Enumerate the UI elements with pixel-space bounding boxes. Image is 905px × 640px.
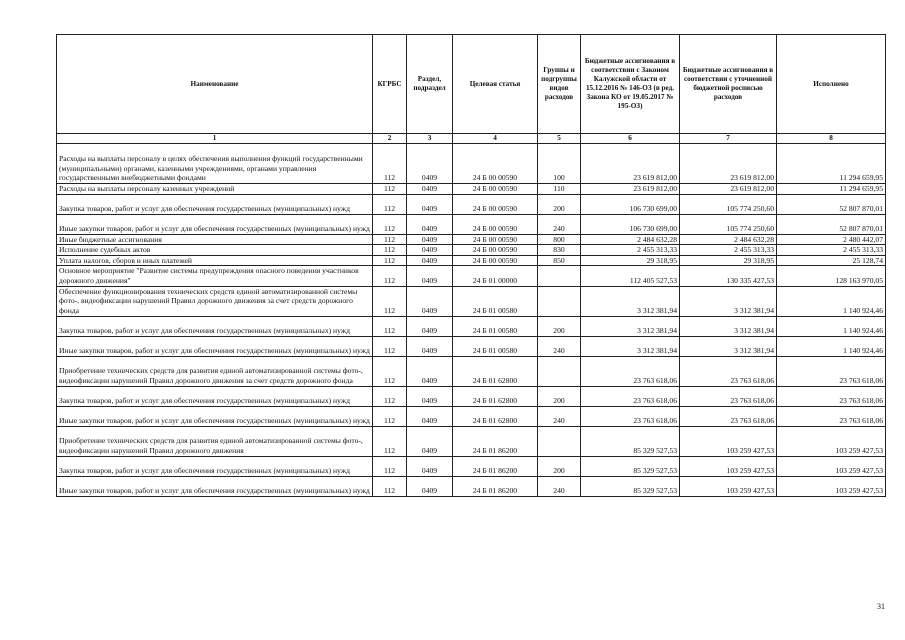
row-target: 24 Б 01 86200 (453, 456, 538, 476)
row-section: 0409 (407, 386, 453, 406)
row-group: 240 (538, 214, 581, 234)
row-kgrbs: 112 (373, 356, 407, 386)
row-refined-amount: 3 312 381,94 (680, 286, 777, 316)
row-name: Уплата налогов, сборов и иных платежей (57, 255, 373, 266)
row-section: 0409 (407, 476, 453, 496)
column-number: 4 (453, 134, 538, 144)
table-row (57, 214, 886, 234)
column-number: 7 (680, 134, 777, 144)
row-executed-amount: 52 807 870,01 (777, 214, 886, 234)
row-name: Расходы на выплаты персоналу в целях обеспечения выполнения функций государственными (муниципальными) органами, казенными учреждениями, органами управления государственными внебюджетными фондами (57, 144, 373, 184)
column-number: 3 (407, 134, 453, 144)
table-row (57, 426, 886, 456)
row-target: 24 Б 00 00590 (453, 214, 538, 234)
table-row (57, 286, 886, 316)
row-group: 850 (538, 255, 581, 266)
row-kgrbs: 112 (373, 144, 407, 184)
table-row (57, 194, 886, 214)
row-section: 0409 (407, 245, 453, 256)
row-kgrbs: 112 (373, 456, 407, 476)
row-name: Закупка товаров, работ и услуг для обеспечения государственных (муниципальных) нужд (57, 194, 373, 214)
table-row (57, 456, 886, 476)
row-kgrbs: 112 (373, 286, 407, 316)
row-section: 0409 (407, 336, 453, 356)
row-group: 200 (538, 386, 581, 406)
row-name: Иные закупки товаров, работ и услуг для обеспечения государственных (муниципальных) нужд (57, 476, 373, 496)
row-name: Иные закупки товаров, работ и услуг для обеспечения государственных (муниципальных) нужд (57, 214, 373, 234)
row-group: 200 (538, 316, 581, 336)
row-kgrbs: 112 (373, 426, 407, 456)
row-executed-amount: 2 480 442,07 (777, 234, 886, 245)
row-executed-amount: 2 455 313,33 (777, 245, 886, 256)
row-refined-amount: 103 259 427,53 (680, 426, 777, 456)
row-name: Обеспечение функционирования технических средств единой автоматизированной системы фото-, видеофиксации нарушений Правил дорожного движения за счет средств дорожного фонда (57, 286, 373, 316)
row-target: 24 Б 01 62800 (453, 386, 538, 406)
row-law-amount: 29 318,95 (581, 255, 680, 266)
row-refined-amount: 23 763 618,06 (680, 406, 777, 426)
row-target: 24 Б 00 00590 (453, 255, 538, 266)
row-group (538, 356, 581, 386)
table-row (57, 245, 886, 256)
row-section: 0409 (407, 234, 453, 245)
row-group (538, 286, 581, 316)
row-section: 0409 (407, 456, 453, 476)
row-group (538, 266, 581, 286)
column-number: 6 (581, 134, 680, 144)
row-executed-amount: 103 259 427,53 (777, 456, 886, 476)
row-name: Приобретение технических средств для развития единой автоматизированной системы фото-, видеофиксации нарушений Правил дорожного движения (57, 426, 373, 456)
row-group: 240 (538, 476, 581, 496)
row-group (538, 426, 581, 456)
row-name: Приобретение технических средств для развития единой автоматизированной системы фото-, видеофиксации нарушений Правил дорожного движения за счет средств дорожного фонда (57, 356, 373, 386)
row-refined-amount: 105 774 250,60 (680, 214, 777, 234)
header-law: Бюджетные ассигнования в соответствии с Законом Калужской области от 15.12.2016 № 146-ОЗ (в ред. Закона КО от 19.05.2017 № 195-ОЗ) (581, 35, 680, 134)
row-refined-amount: 23 619 812,00 (680, 184, 777, 195)
row-kgrbs: 112 (373, 336, 407, 356)
row-target: 24 Б 01 00000 (453, 266, 538, 286)
row-target: 24 Б 01 62800 (453, 406, 538, 426)
row-executed-amount: 1 140 924,46 (777, 336, 886, 356)
row-executed-amount: 103 259 427,53 (777, 426, 886, 456)
row-kgrbs: 112 (373, 214, 407, 234)
table-row (57, 255, 886, 266)
row-name: Основное мероприятие "Развитие системы предупреждения опасного поведения участников дорожного движения" (57, 266, 373, 286)
table-row (57, 266, 886, 286)
row-law-amount: 23 619 812,00 (581, 144, 680, 184)
header-row (57, 35, 886, 134)
row-law-amount: 3 312 381,94 (581, 286, 680, 316)
row-refined-amount: 130 335 427,53 (680, 266, 777, 286)
row-kgrbs: 112 (373, 194, 407, 214)
page-number: 31 (877, 602, 885, 611)
row-executed-amount: 1 140 924,46 (777, 286, 886, 316)
row-law-amount: 106 730 699,00 (581, 214, 680, 234)
row-section: 0409 (407, 406, 453, 426)
row-group: 800 (538, 234, 581, 245)
header-name: Наименование (57, 35, 373, 134)
table-row (57, 184, 886, 195)
row-name: Иные закупки товаров, работ и услуг для обеспечения государственных (муниципальных) нужд (57, 406, 373, 426)
row-section: 0409 (407, 266, 453, 286)
row-target: 24 Б 01 86200 (453, 476, 538, 496)
row-section: 0409 (407, 194, 453, 214)
row-target: 24 Б 01 00580 (453, 336, 538, 356)
row-name: Закупка товаров, работ и услуг для обеспечения государственных (муниципальных) нужд (57, 386, 373, 406)
row-section: 0409 (407, 255, 453, 266)
row-law-amount: 23 763 618,06 (581, 356, 680, 386)
row-group: 200 (538, 456, 581, 476)
row-name: Расходы на выплаты персоналу казенных учреждений (57, 184, 373, 195)
row-target: 24 Б 00 00590 (453, 234, 538, 245)
row-executed-amount: 11 294 659,95 (777, 144, 886, 184)
row-name: Закупка товаров, работ и услуг для обеспечения государственных (муниципальных) нужд (57, 456, 373, 476)
row-target: 24 Б 01 00580 (453, 286, 538, 316)
column-number-row (57, 134, 886, 144)
row-executed-amount: 128 163 970,05 (777, 266, 886, 286)
header-kgrbs: КГРБС (373, 35, 407, 134)
row-kgrbs: 112 (373, 476, 407, 496)
row-executed-amount: 23 763 618,06 (777, 406, 886, 426)
table-row (57, 316, 886, 336)
row-kgrbs: 112 (373, 386, 407, 406)
row-name: Иные закупки товаров, работ и услуг для обеспечения государственных (муниципальных) нужд (57, 336, 373, 356)
row-executed-amount: 25 128,74 (777, 255, 886, 266)
row-refined-amount: 3 312 381,94 (680, 336, 777, 356)
header-section: Раздел, подраздел (407, 35, 453, 134)
row-refined-amount: 23 619 812,00 (680, 144, 777, 184)
header-group: Группы и подгруппы видов расходов (538, 35, 581, 134)
row-refined-amount: 3 312 381,94 (680, 316, 777, 336)
row-section: 0409 (407, 144, 453, 184)
row-refined-amount: 103 259 427,53 (680, 456, 777, 476)
row-refined-amount: 29 318,95 (680, 255, 777, 266)
table-row (57, 356, 886, 386)
table-row (57, 144, 886, 184)
row-target: 24 Б 01 86200 (453, 426, 538, 456)
column-number: 5 (538, 134, 581, 144)
row-law-amount: 112 405 527,53 (581, 266, 680, 286)
row-name: Иные бюджетные ассигнования (57, 234, 373, 245)
budget-execution-table (56, 34, 886, 497)
column-number: 2 (373, 134, 407, 144)
row-kgrbs: 112 (373, 316, 407, 336)
row-section: 0409 (407, 184, 453, 195)
header-executed: Исполнено (777, 35, 886, 134)
row-group: 110 (538, 184, 581, 195)
row-refined-amount: 23 763 618,06 (680, 356, 777, 386)
row-refined-amount: 2 455 313,33 (680, 245, 777, 256)
row-section: 0409 (407, 214, 453, 234)
row-executed-amount: 23 763 618,06 (777, 356, 886, 386)
row-kgrbs: 112 (373, 245, 407, 256)
row-section: 0409 (407, 286, 453, 316)
row-law-amount: 23 763 618,06 (581, 386, 680, 406)
row-executed-amount: 52 807 870,01 (777, 194, 886, 214)
row-target: 24 Б 00 00590 (453, 184, 538, 195)
row-refined-amount: 103 259 427,53 (680, 476, 777, 496)
row-group: 830 (538, 245, 581, 256)
table-row (57, 476, 886, 496)
header-refined: Бюджетные ассигнования в соответствии с уточненной бюджетной росписью расходов (680, 35, 777, 134)
row-section: 0409 (407, 426, 453, 456)
row-target: 24 Б 01 62800 (453, 356, 538, 386)
column-number: 1 (57, 134, 373, 144)
row-name: Закупка товаров, работ и услуг для обеспечения государственных (муниципальных) нужд (57, 316, 373, 336)
row-target: 24 Б 00 00590 (453, 245, 538, 256)
row-kgrbs: 112 (373, 266, 407, 286)
row-section: 0409 (407, 316, 453, 336)
row-executed-amount: 23 763 618,06 (777, 386, 886, 406)
row-kgrbs: 112 (373, 406, 407, 426)
row-law-amount: 2 455 313,33 (581, 245, 680, 256)
row-law-amount: 2 484 632,28 (581, 234, 680, 245)
row-refined-amount: 2 484 632,28 (680, 234, 777, 245)
row-group: 100 (538, 144, 581, 184)
column-number: 8 (777, 134, 886, 144)
table-body (57, 144, 886, 497)
row-group: 240 (538, 336, 581, 356)
row-refined-amount: 105 774 250,60 (680, 194, 777, 214)
table-row (57, 234, 886, 245)
row-law-amount: 106 730 699,00 (581, 194, 680, 214)
row-kgrbs: 112 (373, 234, 407, 245)
row-section: 0409 (407, 356, 453, 386)
row-group: 200 (538, 194, 581, 214)
row-executed-amount: 1 140 924,46 (777, 316, 886, 336)
table-row (57, 336, 886, 356)
row-group: 240 (538, 406, 581, 426)
row-name: Исполнение судебных актов (57, 245, 373, 256)
table-row (57, 386, 886, 406)
header-target: Целевая статья (453, 35, 538, 134)
row-executed-amount: 11 294 659,95 (777, 184, 886, 195)
row-law-amount: 85 329 527,53 (581, 456, 680, 476)
row-law-amount: 23 619 812,00 (581, 184, 680, 195)
row-kgrbs: 112 (373, 255, 407, 266)
row-executed-amount: 103 259 427,53 (777, 476, 886, 496)
row-law-amount: 3 312 381,94 (581, 336, 680, 356)
row-law-amount: 3 312 381,94 (581, 316, 680, 336)
row-kgrbs: 112 (373, 184, 407, 195)
row-target: 24 Б 00 00590 (453, 144, 538, 184)
row-law-amount: 85 329 527,53 (581, 476, 680, 496)
row-refined-amount: 23 763 618,06 (680, 386, 777, 406)
table-row (57, 406, 886, 426)
row-law-amount: 23 763 618,06 (581, 406, 680, 426)
row-target: 24 Б 01 00580 (453, 316, 538, 336)
row-target: 24 Б 00 00590 (453, 194, 538, 214)
row-law-amount: 85 329 527,53 (581, 426, 680, 456)
